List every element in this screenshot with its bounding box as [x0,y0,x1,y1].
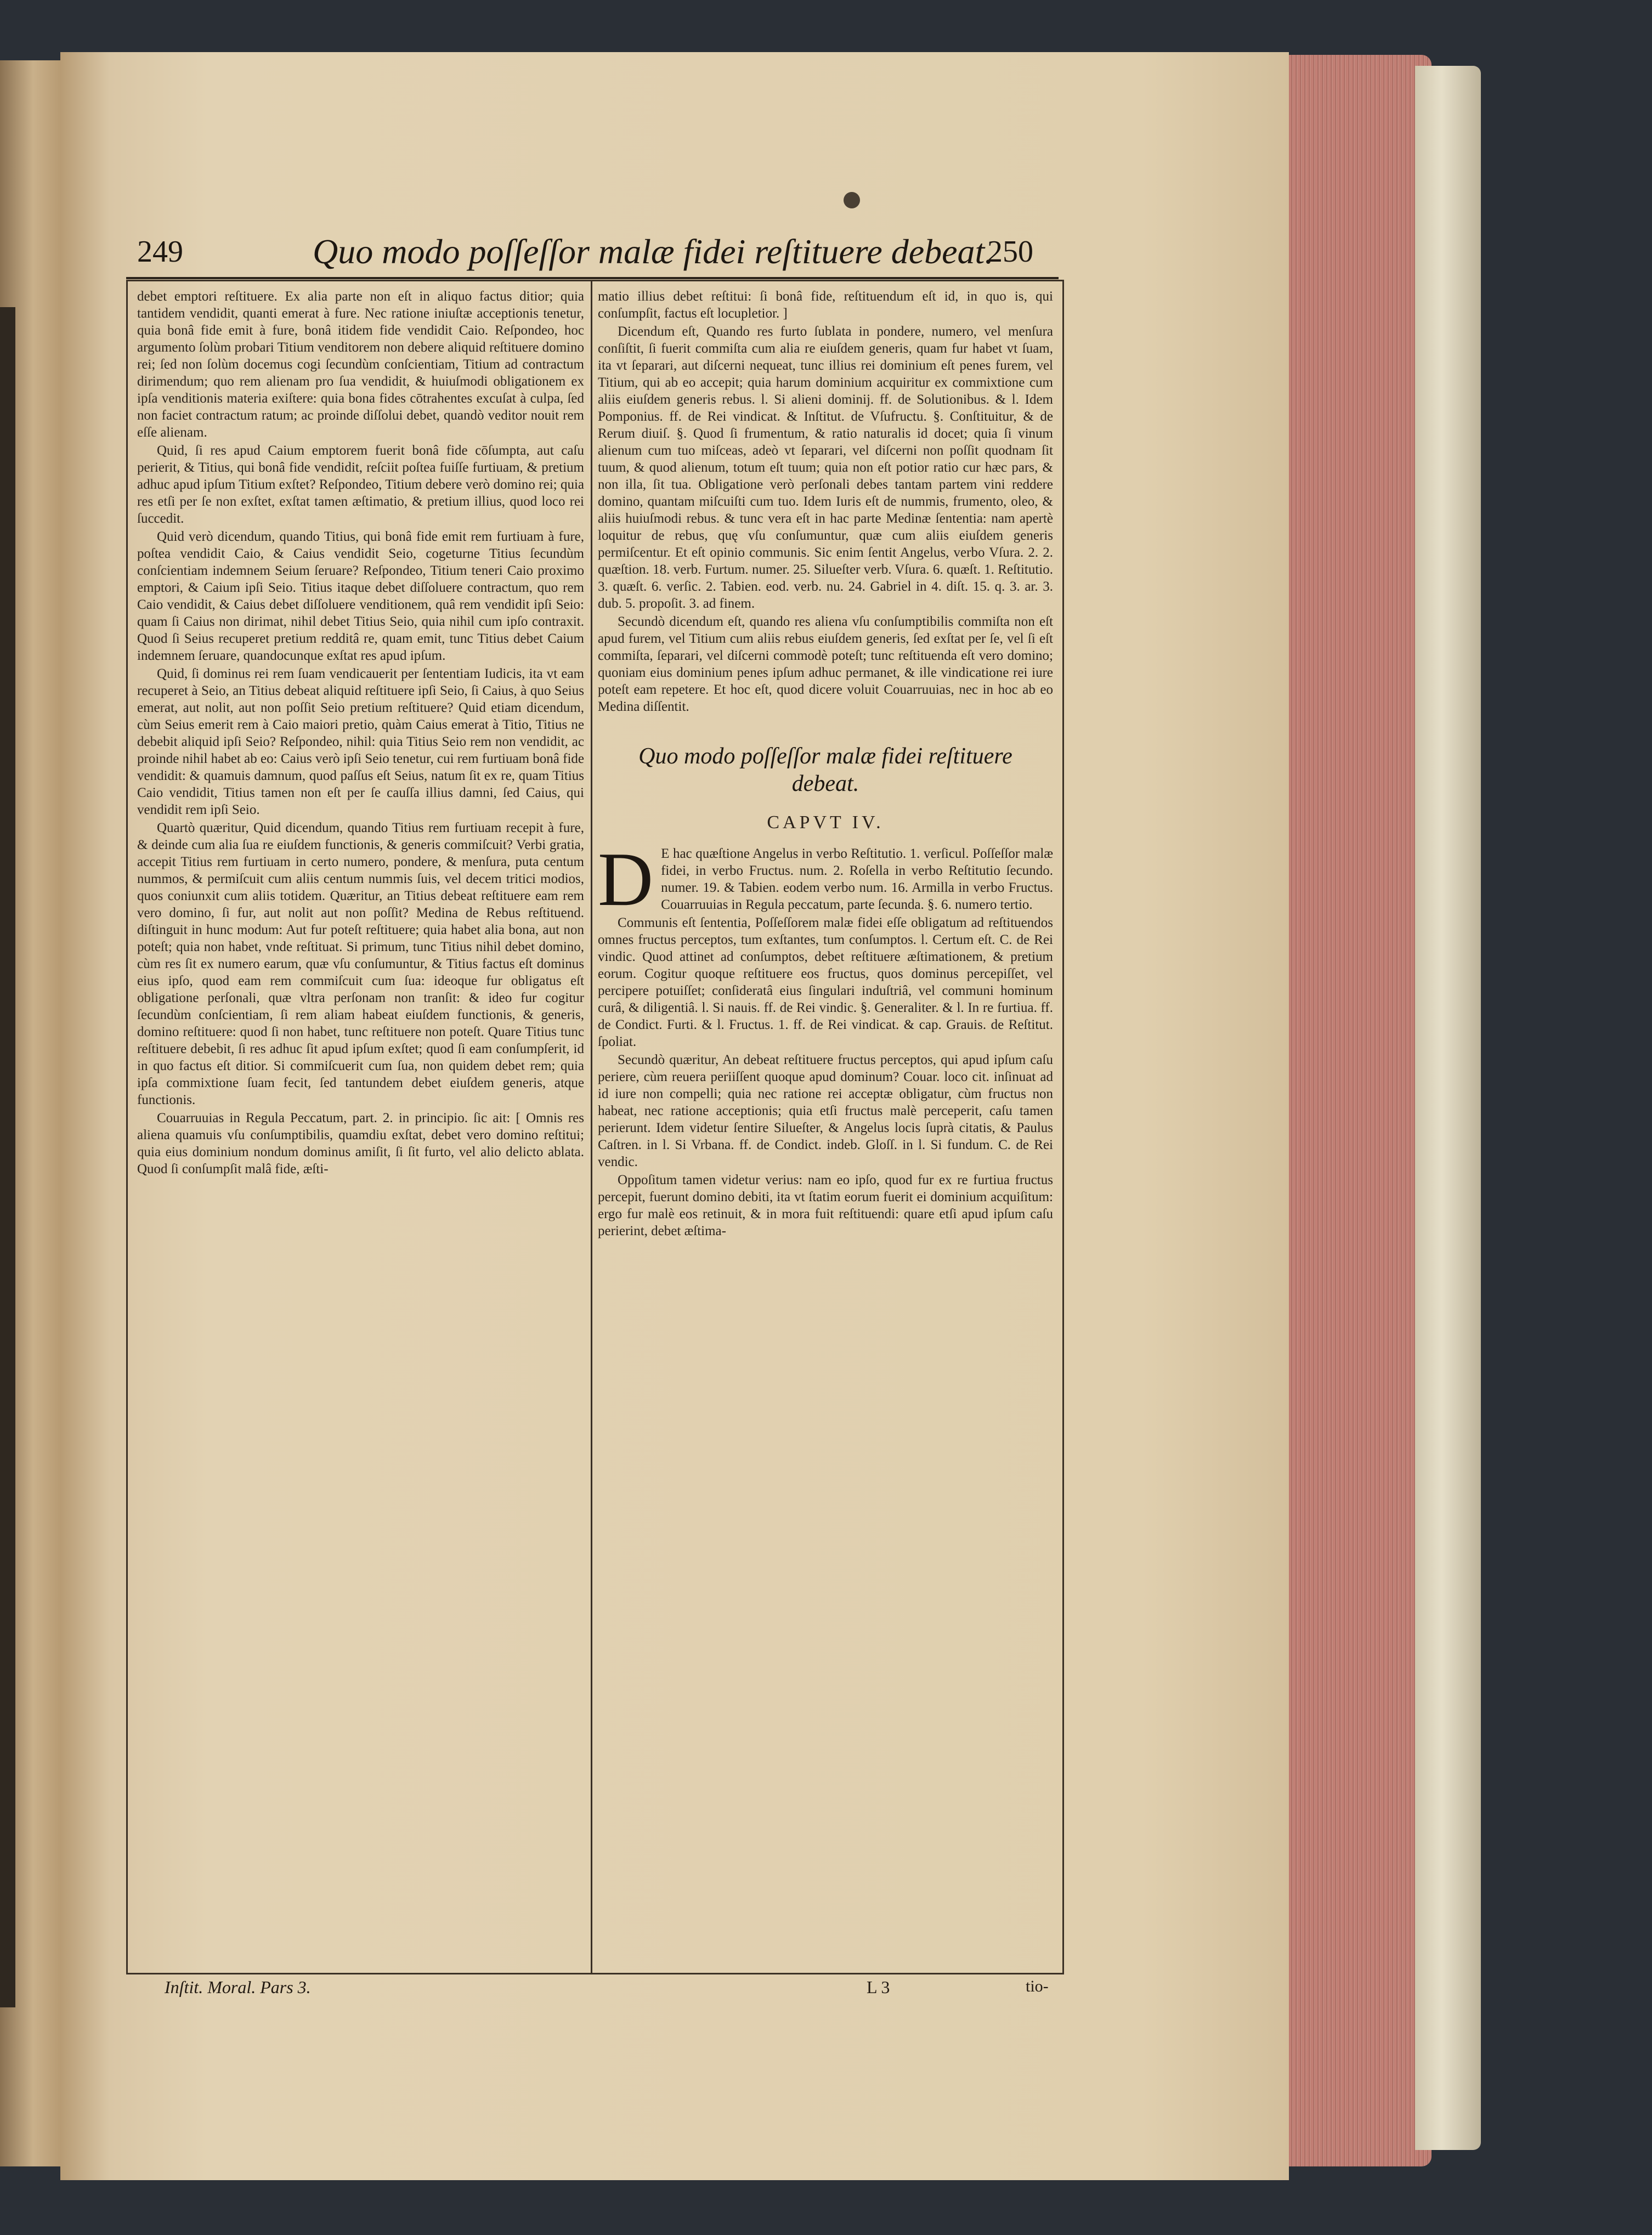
signature-mark: L 3 [867,1977,890,1997]
drop-capital: D [598,837,654,922]
right-paragraph-5: Secundò quæritur, An debeat reſtituere fructus perceptos, qui apud ipſum caſu periere, cùm reuera periiſſent quoque apud dominum? Couar. loco cit. inſinuat ad id iure non compelli; quia nec ratione rei acceptæ obligatur, cùm fructus non habeat, nec ratione acceptionis; quia etſi fructus malè perceperit, caſu tamen perierunt. Idem videtur ſentire Silueſter, & Angelus locis ſuprà citatis, & Paulus Caſtren. in l. Si Vrbana. ff. de Condict. indeb. Gloſſ. in l. Si fundum. C. de Rei vendic. [598,1053,1053,1169]
right-paragraph-4: Communis eſt ſententia, Poſſeſſorem malæ fidei eſſe obligatum ad reſtituendos omnes fructus perceptos, tum exſtantes, tum conſumptos. l. Certum eſt. C. de Rei vindic. Quod attinet ad conſumptos, debet reſtituere æſtimationem, & pretium eorum. Cogitur quoque reſtituere eos fructus, quos dominus percepiſſet, vel percipere potuiſſet; conſideratâ eius ſingulari induſtriâ, vel communi hominum curâ, & diligentiâ. l. Si nauis. ff. de Rei vindic. §. Generaliter. & l. In re furtiua. ff. de Condict. Furti. & l. Fructus. 1. ff. de Rei vindicat. & cap. Grauis. de Reſtitut. ſpoliat. [598,915,1053,1049]
ink-spot [844,192,860,208]
catchword: tio- [1026,1977,1049,1995]
right-column [598,288,1053,1966]
running-title: Quo modo poſſeſſor malæ fidei reſtituere debeat. [313,232,994,271]
right-paragraph-6: Oppoſitum tamen videtur verius: nam eo ipſo, quod fur ex re furtiua fructus percepit, fuerunt domino debiti, ita vt ſtatim eorum fuerit ei dominium acquiſitum: ergo fur malè eos retinuit, & in mora fuit reſtituendi: quare etſi apud ipſum caſu perierint, debet æſtima- [598,1173,1053,1238]
left-paragraph-5: Quartò quæritur, Quid dicendum, quando Titius rem furtiuam recepit à fure, & deinde cum alia ſua re eiuſdem functionis, & generis commiſcuit? Verbi gratia, accepit Titius rem furtiuam in certo numero, pondere, & menſura, puta centum nummos, & permiſcuit cum aliis centum nummis ſuis, vel decem tritici modios, quos coniunxit cum aliis totidem. Quæritur, an Titius debeat reſtituere eam rem vero domino, ſi fur, aut nolit aut non poſſit? Medina de Rebus reſtituend. diſtinguit in hunc modum: Aut fur poteſt reſtituere; quia habet alia bona, aut non poteſt; quia non habet, vnde reſtituat. Si primum, tunc Titius nihil debet domino, cùm res ſit ex numero earum, quæ vſu conſumuntur, & Titius factus eſt dominus eius ipſo, quod eam rem commiſcuit cum ſua: ideoque fur obligatus eſt obligatione perſonali, quæ vltra perſonam non tranſit: & ideo fur cogitur ſecundùm conſcientiam, ſi rem aliam habeat eiuſdem functionis, & generis, domino reſtituere: quod ſi non habet, tunc reſtituere non poteſt. Quare Titius tunc reſtituere debebit, ſi res adhuc ſit apud ipſum exſtet; quod ſi eam conſumpſerit, id in quo factus eſt ditior. Si commiſcuerit cum ſua, non quidem debet rem; quia ipſa commixtione ſuam fecit, ſed tantundem debet eiuſdem generis, atque functionis. [137,821,584,1107]
chapter-label: CAPVT IV. [767,812,884,833]
left-paragraph-1: debet emptori reſtituere. Ex alia parte non eſt in aliquo factus ditior; quia tantidem vendidit, quanti emerat à fure. Nec ratione iniuſtæ acceptionis tenetur, quia bonâ fide emit à fure, bonâ itidem fide vendidit Caio. Reſpondeo, hoc argumento ſolùm probari Titium venditorem non debere aliquid reſtituere domino rei; ſed non ſolùm docemus cogi ſecundùm conſcientiam, Titium ad contractum dirimendum; quo rem alienam pro ſua vendidit, & huiuſmodi obligationem ex ipſa venditionis materia exiſtere: quia bona fides cōtrahentes excuſat à culpa, ſed non faciet contractum ratum; ac proinde diſſolui debet, quandò veditor nouit rem eſſe alienam. [137,289,584,440]
left-paragraph-2: Quid, ſi res apud Caium emptorem fuerit bonâ fide cōſumpta, aut caſu perierit, & Titius, qui bonâ fide vendidit, reſciit poſtea fuiſſe furtiuam, & pretium adhuc apud ipſum Titium exſtet? Reſpondeo, Titium debere verò domino rei; quia res etſi per ſe non exſtet, exſtat tamen æſtimatio, & pretium illius, quod loco rei ſuccedit. [137,443,584,526]
right-paragraph-1: matio illius debet reſtitui: ſi bonâ fide, reſtituendum eſt id, in quo is, qui conſumpſit, factus eſt locupletior. ] [598,289,1053,321]
chapter-title: Quo modo poſſeſſor malæ fidei reſtituere debeat. [638,744,1012,796]
page-number-right: 250 [987,235,1033,269]
right-paragraph-2: Dicendum eſt, Quando res furto ſublata in pondere, numero, vel menſura conſiſtit, ſi fuerit commiſta cum alia re eiuſdem generis, quam fur habet vt ſuam, ita vt ſeparari, aut diſcerni nequeat, tunc illius rei dominium eſt penes furem, vel Titium, qui ab eo accepit; quia harum dominium acquiritur ex commixtione cum aliis eiuſdem generis rebus. l. Si alieni dominij. ff. de Solutionibus. & l. Idem Pomponius. ff. de Rei vindicat. & Inſtitut. de Vſufructu. §. Conſtituitur, & de Rerum diuiſ. §. Quod ſi frumentum, & ratio naturalis id docet; quia ſi vinum alienum cum tuo miſceas, adeò vt ſeparari, vel diſcerni non poſſit quodnam ſit tuum, & quod alienum, totum eſt tuum; quia non eſt potior ratio cur hæc pars, & non illa, ſit tua. Obligatione verò perſonali debes tantam partem vini reddere domino, quantam miſcuiſti cum tuo. Idem Iuris eſt de nummis, frumento, oleo, & aliis huiuſmodi rebus. & tunc vera eſt in hac parte Medinæ ſententia: nam apertè loquitur de rebus, quę vſu conſumuntur, quæ cum aliis eiuſdem generis permiſcentur. Et eſt opinio communis. Sic enim ſentit Angelus, verbo Vſura. 2. 2. quæſtion. 18. verb. Furtum. numer. 25. Silueſter verb. Vſura. 6. quæſt. 1. Reſtitutio. 3. quæſt. 6. verſic. 2. Tabien. eod. verb. nu. 24. Gabriel in 4. diſt. 15. q. 3. ar. 3. dub. 5. propoſit. 3. ad finem. [598,324,1053,611]
page-number-left: 249 [137,235,183,269]
footer-title: Inſtit. Moral. Pars 3. [165,1977,311,1997]
page-block-edges [1267,55,1432,2166]
left-paragraph-6: Couarruuias in Regula Peccatum, part. 2. in principio. ſic ait: [ Omnis res aliena quamuis vſu conſumptibilis, quamdiu exſtat, debet vero domino reſtitui; quia eius dominium nondum dominus amiſit, ſi ſit furto, vel alio delicto ablata. Quod ſi conſumpſit malâ fide, æſti- [137,1111,584,1176]
left-paragraph-3: Quid verò dicendum, quando Titius, qui bonâ fide emit rem furtiuam à fure, poſtea vendidit Caio, & Caius vendidit Seio, cogeturne Titius ſecundùm conſcientiam indemnem Seium ſeruare? Reſpondeo, Titium teneri Caio proximo emptori, & Caium ipſi Seio. Titius itaque debet diſſoluere contractum, quo rem Caio vendidit, & Caius debet diſſoluere venditionem, quâ rem vendidit ipſi Seio: quam ſi Caius non dirimat, nihil debet Titius Seio, quia nihil cum ipſo contraxit. Quod ſi Seius recuperet pretium redditâ re, quam emit, tunc Titius debet Caium indemnem ſeruare, quandocunque exſtat res apud ipſum. [137,529,584,663]
header-rule [126,277,1059,279]
chapter-opening-paragraph [598,837,1053,922]
right-paragraph-3: Secundò dicendum eſt, quando res aliena vſu conſumptibilis commiſta non eſt apud furem, vel Titium cum aliis rebus eiuſdem generis, ſed exſtat per ſe, vel ſi eſt commiſta, ſeparari, vel diſcerni commodè poteſt; tunc reſtituenda eſt vero domino; quoniam eius dominium penes ipſum adhuc permanet, & ille vindicatione rei iure poteſt eam repetere. Et hoc eſt, quod dicere voluit Couarruuias, nec in hoc ab eo Medina diſſentit. [598,614,1053,714]
column-divider [591,281,592,1973]
chapter-opening-text: E hac quæſtione Angelus in verbo Reſtitutio. 1. verſicul. Poſſeſſor malæ fidei, in verbo Fructus. num. 2. Roſella in verbo Reſtitutio ſecundo. numer. 19. & Tabien. eodem verbo num. 16. Armilla in verbo Fructus. Couarruuias in Regula peccatum, parte ſecunda. §. 6. numero tertio. [661,846,1053,912]
left-column [137,288,584,1966]
book-cover-edge [1415,66,1481,2150]
left-paragraph-4: Quid, ſi dominus rei rem ſuam vendicauerit per ſententiam Iudicis, ita vt eam recuperet à Seio, an Titius debeat aliquid reſtituere ipſi Seio, ſi Caius, à quo Seius emerat, aut nolit, aut non poſſit Seio pretium reſtituere? Quid etiam dicendum, cùm Seius emerit rem à Caio maiori pretio, quàm Caius emerat à Titio, Titius ne debebit aliquid ipſi Seio? Reſpondeo, nihil: quia Titius Seio rem non vendidit, ac proinde nihil habet ab eo: Caius verò ipſi Seio tenetur, cui rem furtiuam bonâ fide vendidit: & quamuis damnum, quod paſſus eſt Seius, natum ſit ex re, quam Titius Caio vendidit, Titius tamen non eſt per ſe cauſſa illius damni, ſed Caius, qui vendidit rem ipſi Seio. [137,666,584,817]
left-page-shadow [0,307,15,2007]
